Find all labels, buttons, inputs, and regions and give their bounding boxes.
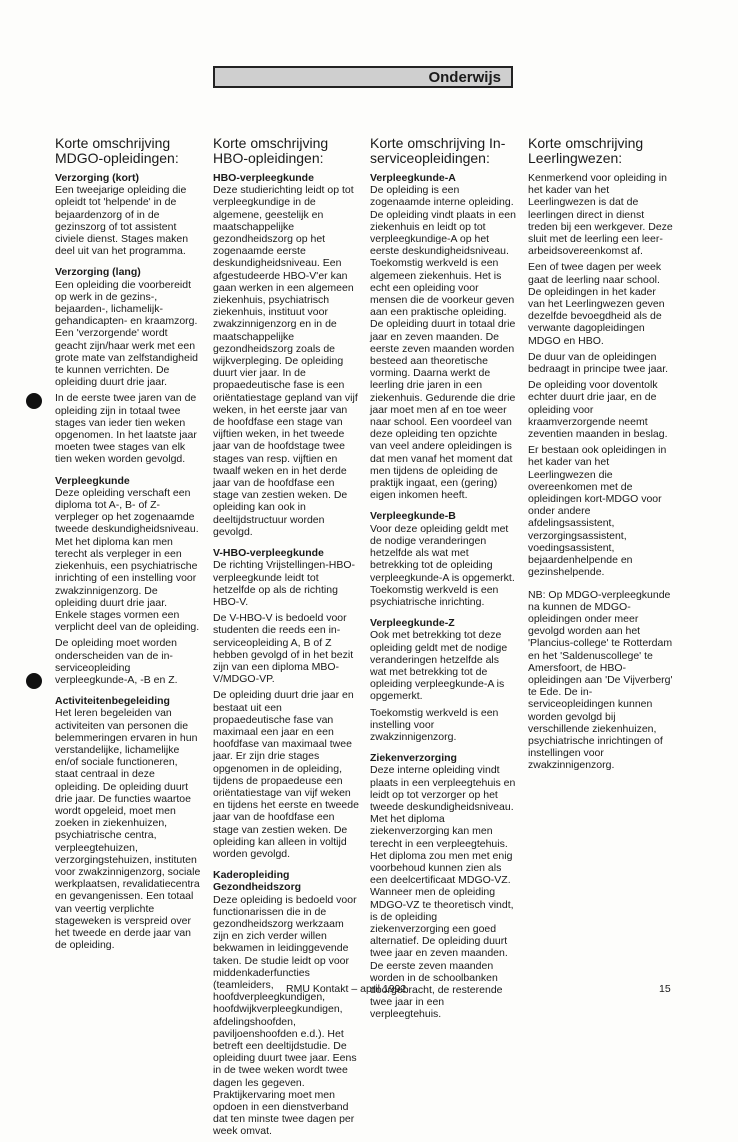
paragraph: In de eerste twee jaren van de opleiding zijn in totaal twee stages van ieder tien weken opgenomen. In het laatste jaar moeten twee stages van elk tien weken worden gevolgd. bbox=[55, 392, 197, 466]
paragraph: De duur van de opleidingen bedraagt in principe twee jaar. bbox=[528, 350, 669, 376]
page-number: 15 bbox=[659, 983, 671, 995]
paragraph: Een tweejarige opleiding die opleidt tot 'helpende' in de bejaardenzorg of in de gezinszorg of tot assistent civiele dienst. Stages maken deel uit van het programma. bbox=[55, 184, 189, 258]
paragraph: Deze opleiding verschaft een diploma tot A-, B- of Z-verpleger op het zogenaamde tweede deskundigheidsniveau. Met het diploma kan men terecht als verpleger in een ziekenhuis, een psychiatrische inrichting of een instelling voor zwakzinnigenzorg. De opleiding duurt drie jaar. Enkele stages vormen een verplicht deel van de opleiding. bbox=[55, 486, 200, 634]
paragraph: Kenmerkend voor opleiding in het kader van het Leerlingwezen is dat de leerlingen direct in dienst treden bij een werkgever. Deze sluit met de leerling een leer-arbeidsovereenkomst af. bbox=[528, 172, 673, 258]
subheading-kaderopleiding: Kaderopleiding Gezondheidszorg bbox=[213, 869, 302, 894]
footer-publication: RMU Kontakt – april 1992 bbox=[286, 983, 407, 995]
paragraph: Voor deze opleiding geldt met de nodige veranderingen hetzelfde als wat met betrekking tot de opleiding verpleegkunde-A is opgemerkt. Toekomstig werkveld is een psychiatrische inrichting. bbox=[370, 522, 515, 608]
heading-hbo: Korte omschrijving HBO-opleidingen: bbox=[213, 135, 329, 166]
note-paragraph: NB: Op MDGO-verpleegkunde na kunnen de MDGO-opleidingen onder meer gevolgd worden aan het 'Plancius-college' te Rotterdam en het 'Saldenuscollege' te Amersfoort, de HBO-opleidingen aan 'De Vijverberg' te Ede. De in-serviceopleidingen kunnen worden gevolgd bij verschillende ziekenhuizen, psychiatrische inrichtingen of instellingen voor zwakzinnigenzorg. bbox=[528, 588, 673, 772]
subheading-verpleegkunde-b: Verpleegkunde-B bbox=[370, 510, 456, 523]
paragraph: Deze studierichting leidt op tot verpleegkundige in de algemene, geestelijk en maatschappelijke gezondheidszorg op het zogenaamde eerste deskundigheidsniveau. Een afgestudeerde HBO-V'er kan gaan werken in een algemeen ziekenhuis, psychiatrisch ziekenhuis, instituut voor zwakzinnigenzorg en in de maatschappelijke gezondheidszorg zoals de wijkverpleging. De opleiding duurt vier jaar. In de propaedeutische fase is een oriëntatiestage gepland van vijf weken, in het eerste jaar van de hoofdfase een stage van vijftien weken, in het tweede jaar van de hoofdstage twee stages van resp. vijftien en twaalf weken en in het derde jaar van de hoofdfase een stage van zestien weken. De opleiding kan ook in deeltijdstructuur worden gevolgd. bbox=[213, 184, 358, 538]
paragraph: De opleiding voor doventolk echter duurt drie jaar, en de opleiding voor kraamverzorgende neemt zeventien maanden in beslag. bbox=[528, 379, 668, 441]
paragraph: Toekomstig werkveld is een instelling voor zwakzinnigenzorg. bbox=[370, 706, 499, 743]
paragraph: De V-HBO-V is bedoeld voor studenten die reeds een in-serviceopleiding A, B of Z hebben gevolgd of in het bezit zijn van een diploma MBO-V/MDGO-VP. bbox=[213, 612, 354, 686]
paragraph: De richting Vrijstellingen-HBO-verpleegkunde leidt tot hetzelfde op als de richting HBO-V. bbox=[213, 559, 355, 608]
paragraph: Een of twee dagen per week gaat de leerling naar school. De opleidingen in het kader van het Leerlingwezen geven dezelfde bevoegdheid als de verwante dagopleidingen MDGO en HBO. bbox=[528, 261, 665, 347]
paragraph: Deze opleiding is bedoeld voor functionarissen die in de gezondheidszorg werkzaam zijn en zich verder willen bekwamen in leidinggevende taken. De studie leidt op voor middenkaderfuncties (teamleiders, hoofdverpleegkundigen, hoofdwijkverpleegkundigen, afdelingshoofden, paviljoenshoofden e.d.). Het betreft een deeltijdstudie. De opleiding duurt twee jaar. Eens in de twee weken wordt twee dagen les gegeven. Praktijkervaring moet men opdoen in een dienstverband dat ten minste twee dagen per week omvat. bbox=[213, 893, 357, 1138]
paragraph: De opleiding moet worden onderscheiden van de in-serviceopleiding verpleegkunde-A, -B en Z. bbox=[55, 637, 178, 686]
punch-hole-top bbox=[26, 393, 42, 409]
subheading-verzorging-lang: Verzorging (lang) bbox=[55, 266, 141, 279]
column-mdgo bbox=[55, 136, 201, 955]
subheading-v-hbo: V-HBO-verpleegkunde bbox=[213, 547, 324, 560]
section-banner bbox=[213, 66, 513, 88]
paragraph: Ook met betrekking tot deze opleiding geldt met de nodige veranderingen hetzelfde als wat met betrekking tot de opleiding verpleegkunde-A is opgemerkt. bbox=[370, 629, 508, 703]
subheading-verzorging-kort: Verzorging (kort) bbox=[55, 172, 140, 184]
heading-mdgo: Korte omschrijving MDGO-opleidingen: bbox=[55, 135, 179, 166]
paragraph: De opleiding duurt drie jaar en bestaat uit een propaedeutische fase van maximaal een jaar en een hoofdfase van maximaal twee jaar. Er zijn drie stages opgenomen in de opleiding, tijdens de propaedeuse een oriëntatiestage van vijf weken en tijdens het eerste en tweede jaar van de hoofdfase een stage van zestien weken. De opleiding kan alleen in voltijd worden gevolgd. bbox=[213, 689, 359, 860]
paragraph: Deze interne opleiding vindt plaats in een verpleegtehuis en leidt op tot verzorger op het tweede deskundigheidsniveau. Met het diploma ziekenverzorging kan men terecht in een verpleegtehuis. Het diploma zou men met enig voorbehoud kunnen zien als een deelcertificaat MDGO-VZ. Wanneer men de opleiding MDGO-VZ te theoretisch vindt, is de opleiding ziekenverzorging een goed alternatief. De opleiding duurt twee jaar en zeven maanden. De eerste zeven maanden worden in de schoolbanken doorgebracht, de resterende twee jaar in een verpleegtehuis. bbox=[370, 764, 516, 1021]
heading-inservice: Korte omschrijving In-serviceopleidingen: bbox=[370, 135, 506, 166]
paragraph: Een opleiding die voorbereidt op werk in de gezins-, bejaarden-, lichamelijk-gehandicapten- en kraamzorg. Een 'verzorgende' wordt geacht zijn/haar werk met een grote mate van zelfstandigheid te kunnen verrichten. De opleiding duurt drie jaar. bbox=[55, 278, 199, 389]
paragraph: Er bestaan ook opleidingen in het kader van het Leerlingwezen die overeenkomen met de opleidingen kort-MDGO voor onder andere afdelingsassistent, verzorgingsassistent, voedingsassistent, bejaardenhelpende en gezinshelpende. bbox=[528, 444, 667, 579]
section-title: Onderwijs bbox=[428, 69, 501, 86]
subheading-ziekenverzorging: Ziekenverzorging bbox=[370, 752, 457, 765]
subheading-verpleegkunde-a: Verpleegkunde-A bbox=[370, 172, 456, 184]
subheading-verpleegkunde: Verpleegkunde bbox=[55, 474, 130, 487]
column-inservice bbox=[370, 136, 516, 1025]
subheading-hbo-verpleegkunde: HBO-verpleegkunde bbox=[213, 172, 314, 184]
subheading-verpleegkunde-z: Verpleegkunde-Z bbox=[370, 617, 455, 630]
column-leerlingwezen bbox=[528, 136, 674, 776]
punch-hole-bottom bbox=[26, 673, 42, 689]
paragraph: De opleiding is een zogenaamde interne opleiding. De opleiding vindt plaats in een ziekenhuis en leidt op tot verpleegkundige-A op het eerste deskundigheidsniveau. Toekomstig werkveld is een algemeen ziekenhuis. Het is echt een opleiding voor mensen die de voorkeur geven aan een praktische opleiding. De opleiding duurt in totaal drie jaar en zeven maanden. De eerste zeven maanden worden besteed aan theoretische vorming. Daarna werkt de leerling drie jaren in een ziekenhuis. Gedurende die drie jaar moet men af en toe weer naar school. Een voordeel van deze opleiding ten opzichte van veel andere opleidingen is dat men vanaf het moment dat men tijdens de opleiding de praktijk ingaat, een (gering) eigen inkomen heeft. bbox=[370, 184, 516, 502]
paragraph: Het leren begeleiden van activiteiten van personen die belemmeringen ervaren in hun verstandelijke, lichamelijke en/of sociale functioneren, staat centraal in deze opleiding. De opleiding duurt drie jaar. De functies waartoe wordt opgeleid, moet men zoeken in ziekenhuizen, psychiatrische centra, verpleegtehuizen, verzorgingstehuizen, instituten voor zwakzinnigenzorg, sociale werkplaatsen, revalidatiecentra en gevangenissen. Een totaal van veertig verplichte stageweken is verspreid over het tweede en derde jaar van de opleiding. bbox=[55, 707, 201, 952]
subheading-activiteitenbegeleiding: Activiteitenbegeleiding bbox=[55, 695, 170, 708]
heading-leerlingwezen: Korte omschrijving Leerlingwezen: bbox=[528, 135, 644, 166]
